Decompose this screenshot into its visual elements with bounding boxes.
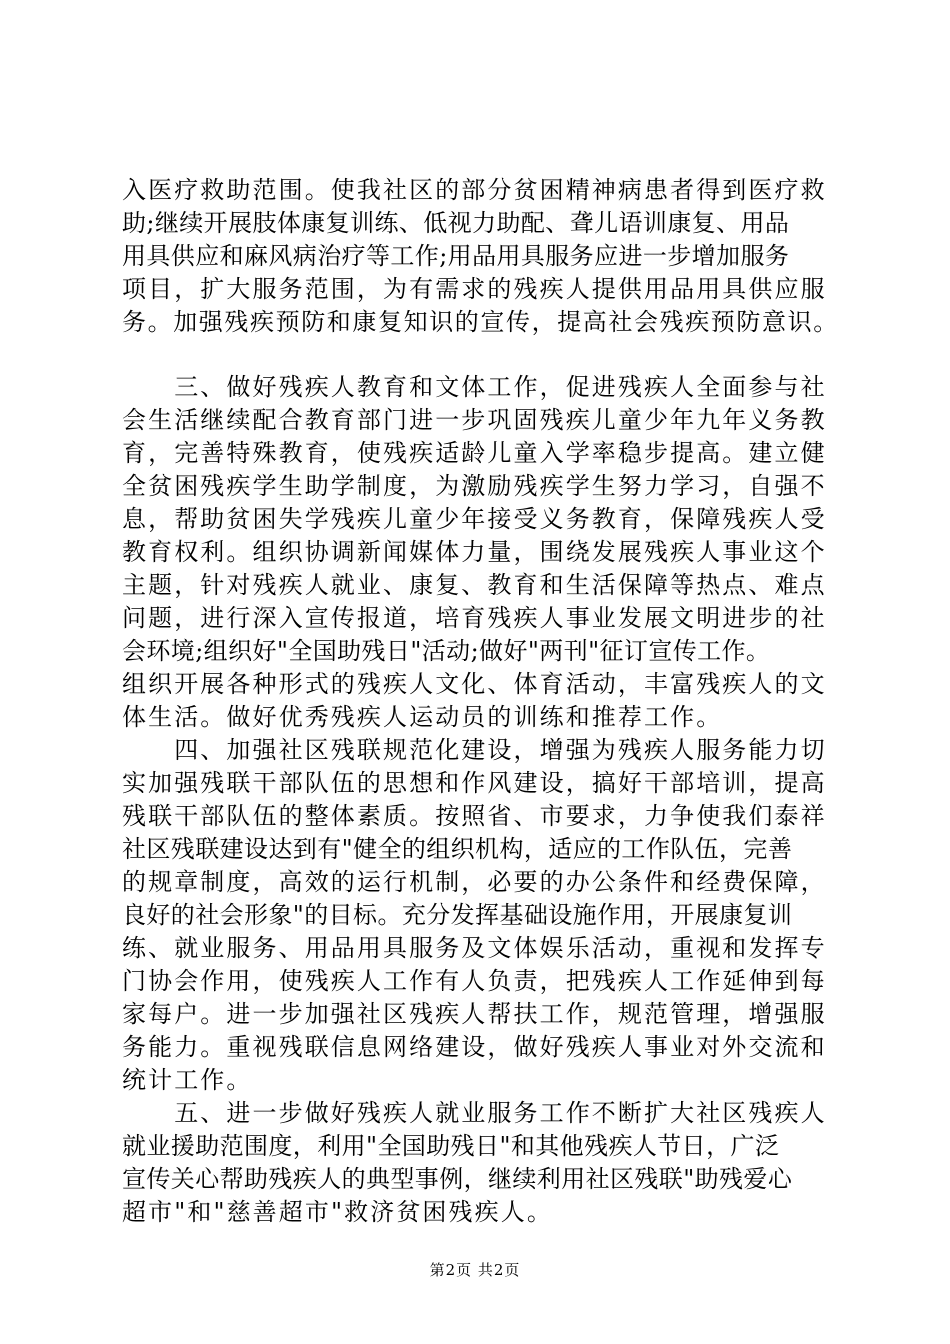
- text-line: 组织开展各种形式的残疾人文化、体育活动，丰富残疾人的文: [122, 670, 827, 698]
- text-line: 育，完善特殊教育，使残疾适龄儿童入学率稳步提高。建立健: [122, 439, 827, 467]
- text-line: 三、做好残疾人教育和文体工作，促进残疾人全面参与社: [122, 373, 827, 401]
- text-line: 全贫困残疾学生助学制度，为激励残疾学生努力学习，自强不: [122, 472, 827, 500]
- text-line: 残联干部队伍的整体素质。按照省、市要求，力争使我们泰祥: [122, 802, 827, 830]
- text-line: 社区残联建设达到有"健全的组织机构，适应的工作队伍，完善: [122, 835, 793, 863]
- text-line: 良好的社会形象"的目标。充分发挥基础设施作用，开展康复训: [122, 901, 793, 929]
- text-line: 会生活继续配合教育部门进一步巩固残疾儿童少年九年义务教: [122, 406, 827, 434]
- text-line: 助;继续开展肢体康复训练、低视力助配、聋儿语训康复、用品: [122, 209, 790, 237]
- text-line: 家每户。进一步加强社区残疾人帮扶工作，规范管理，增强服: [122, 1000, 827, 1028]
- text-line: 宣传关心帮助残疾人的典型事例，继续利用社区残联"助残爱心: [122, 1165, 793, 1193]
- paragraph-medical-aid: [122, 174, 842, 339]
- text-line: 统计工作。: [122, 1066, 253, 1094]
- text-line: 主题，针对残疾人就业、康复、教育和生活保障等热点、难点: [122, 571, 827, 599]
- text-line: 入医疗救助范围。使我社区的部分贫困精神病患者得到医疗救: [122, 176, 827, 204]
- page-number-footer: 第2页 共2页: [429, 1261, 521, 1279]
- paragraph-section-five: [122, 1097, 842, 1229]
- text-line: 就业援助范围度，利用"全国助残日"和其他残疾人节日，广泛: [122, 1132, 780, 1160]
- text-line: 务。加强残疾预防和康复知识的宣传，提高社会残疾预防意识。: [122, 308, 839, 336]
- text-line: 超市"和"慈善超市"救济贫困残疾人。: [122, 1198, 553, 1226]
- text-line: 问题，进行深入宣传报道，培育残疾人事业发展文明进步的社: [122, 604, 827, 632]
- document-body: [122, 174, 842, 1229]
- text-line: 门协会作用，使残疾人工作有人负责，把残疾人工作延伸到每: [122, 967, 827, 995]
- text-line: 务能力。重视残联信息网络建设，做好残疾人事业对外交流和: [122, 1033, 827, 1061]
- text-line: 息，帮助贫困失学残疾儿童少年接受义务教育，保障残疾人受: [122, 505, 827, 533]
- text-line: 会环境;组织好"全国助残日"活动;做好"两刊"征订宣传工作。: [122, 637, 771, 665]
- paragraph-spacer: [122, 339, 842, 371]
- text-line: 用具供应和麻风病治疗等工作;用品用具服务应进一步增加服务: [122, 242, 790, 270]
- text-line: 体生活。做好优秀残疾人运动员的训练和推荐工作。: [122, 703, 723, 731]
- text-line: 五、进一步做好残疾人就业服务工作不断扩大社区残疾人: [122, 1099, 827, 1127]
- paragraph-section-four: [122, 734, 842, 1097]
- paragraph-section-three: [122, 371, 842, 734]
- text-line: 练、就业服务、用品用具服务及文体娱乐活动，重视和发挥专: [122, 934, 827, 962]
- text-line: 实加强残联干部队伍的思想和作风建设，搞好干部培训，提高: [122, 769, 827, 797]
- text-line: 的规章制度，高效的运行机制，必要的办公条件和经费保障，: [122, 868, 827, 896]
- text-line: 项目，扩大服务范围，为有需求的残疾人提供用品用具供应服: [122, 275, 827, 303]
- text-line: 四、加强社区残联规范化建设，增强为残疾人服务能力切: [122, 736, 827, 764]
- text-line: 教育权利。组织协调新闻媒体力量，围绕发展残疾人事业这个: [122, 538, 827, 566]
